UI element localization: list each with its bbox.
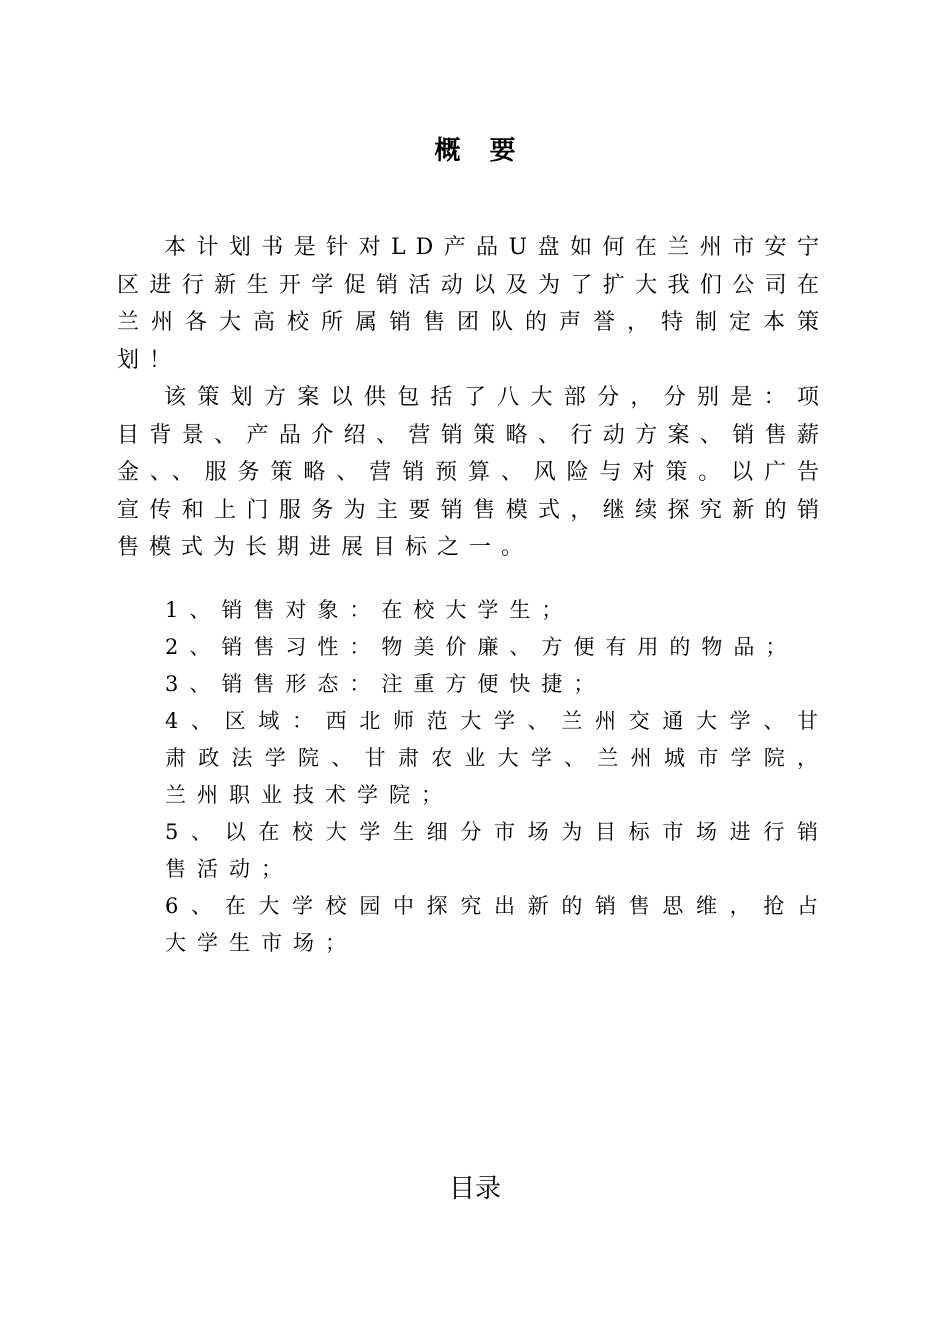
summary-title: 概 要 [434, 136, 526, 166]
summary-paragraph-2: 该策划方案以供包括了八大部分，分别是：项目背景、产品介绍、营销策略、行动方案、销售薪金、、服务策略、营销预算、风险与对策。以广告宣传和上门服务为主要销售模式，继续探究新的销售模式为长期进展目标之一。 [117, 385, 829, 560]
list-item: 5、以在校大学生细分市场为目标市场进行销售活动； [165, 820, 829, 881]
summary-body [117, 229, 829, 567]
list-item: 6、在大学校园中探究出新的销售思维，抢占大学生市场； [165, 894, 829, 955]
list-item: 4、区域：西北师范大学、兰州交通大学、甘肃政法学院、甘肃农业大学、兰州城市学院，兰州职业技术学院； [165, 709, 829, 807]
toc-title: 目录 [448, 1174, 501, 1204]
list-item: 1、销售对象：在校大学生； [165, 598, 574, 622]
summary-list [165, 592, 829, 962]
list-item: 3、销售形态：注重方便快捷； [165, 672, 606, 696]
list-item: 2、销售习性：物美价廉、方便有用的物品； [165, 635, 798, 659]
summary-paragraph-1: 本计划书是针对LD产品U盘如何在兰州市安宁区进行新生开学促销活动以及为了扩大我们公司在兰州各大高校所属销售团队的声誉，特制定本策划！ [117, 235, 829, 373]
